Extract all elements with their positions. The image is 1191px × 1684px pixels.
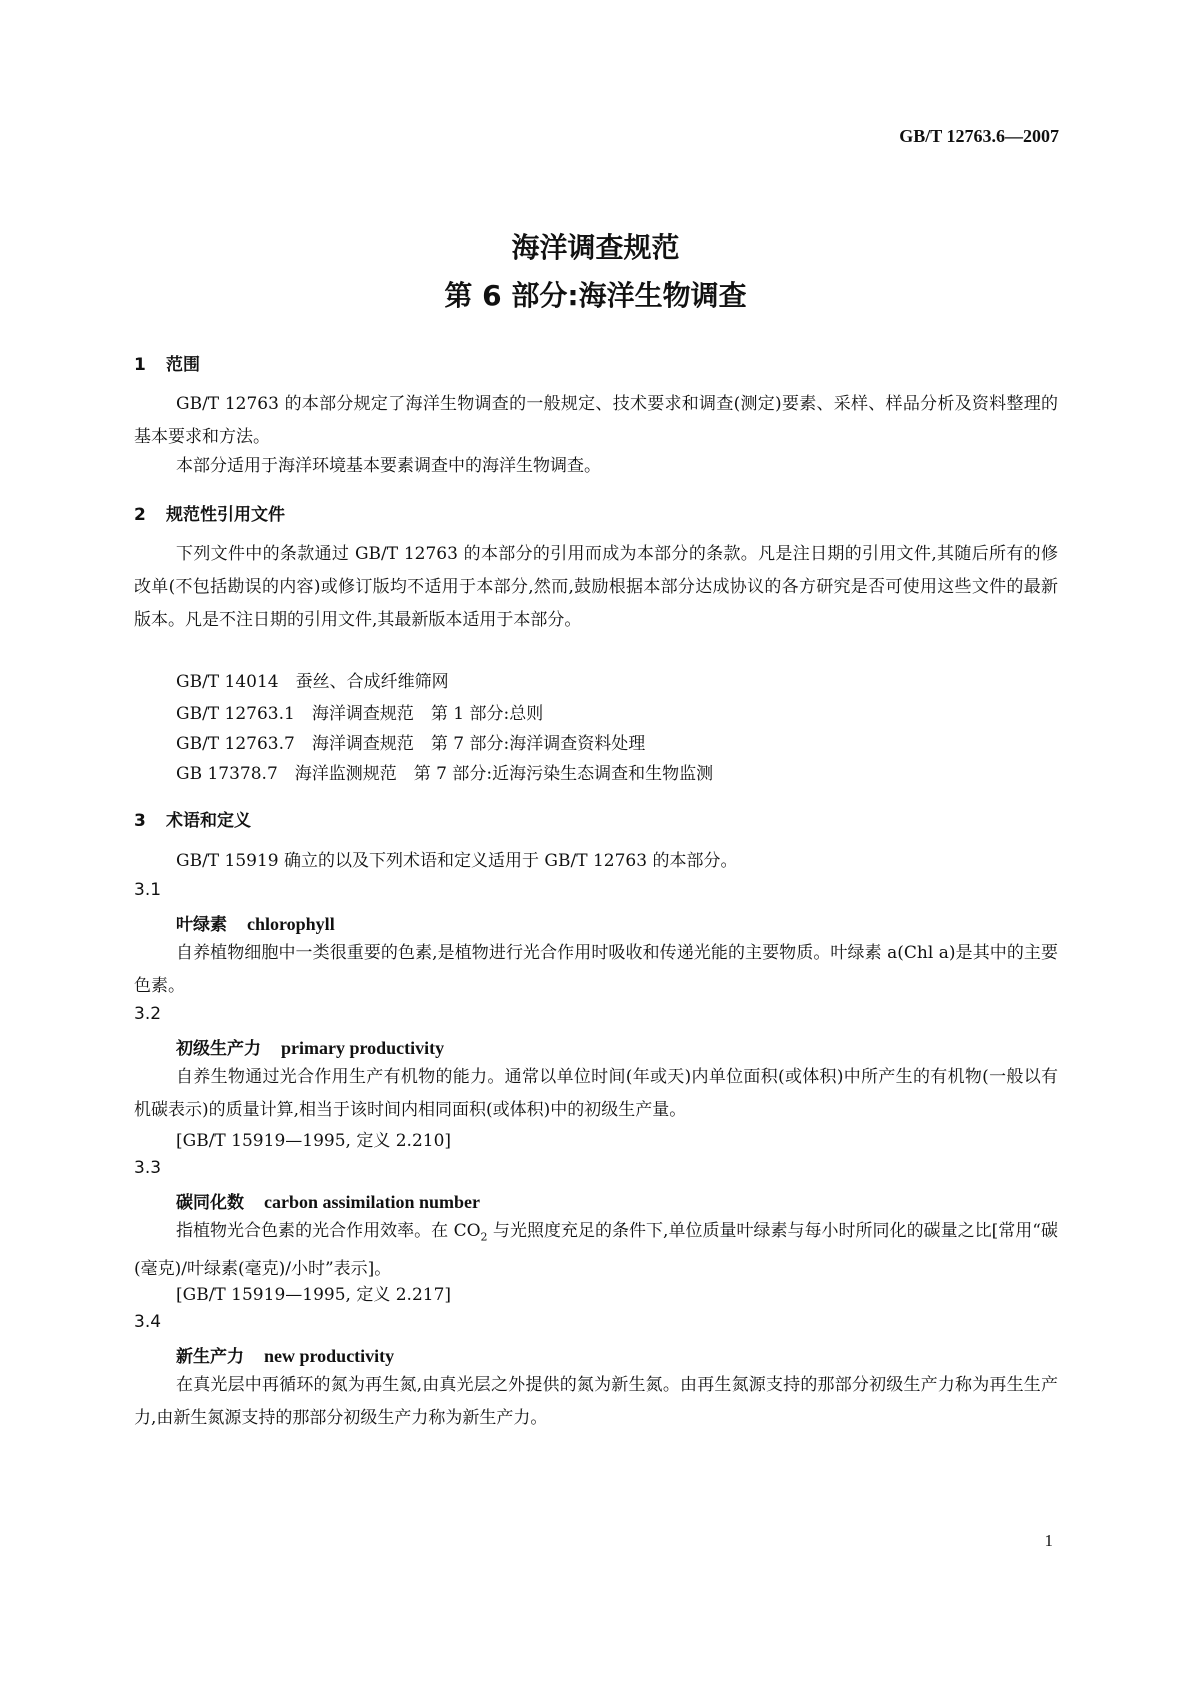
term-number: 3.3 — [134, 1158, 162, 1178]
term-english: chlorophyll — [247, 914, 335, 934]
standard-number: GB/T 12763.6—2007 — [899, 126, 1059, 146]
term-number: 3.4 — [134, 1312, 162, 1332]
definition-text: 与光照度充足的条件下,单位质量叶绿素与每小时所同化的碳量之比[常用“碳(毫克)/叶绿素(毫克)/小时”表示]。 — [134, 1221, 1058, 1280]
section-title: 范围 — [166, 355, 200, 375]
term-chinese: 初级生产力 — [176, 1039, 261, 1059]
term-chinese: 叶绿素 — [176, 915, 227, 935]
term-number: 3.1 — [134, 880, 162, 900]
term-english: new productivity — [264, 1346, 395, 1366]
term-source: [GB/T 15919—1995, 定义 2.210] — [176, 1131, 452, 1151]
document-title: 海洋调查规范 — [511, 231, 680, 264]
section-title: 术语和定义 — [166, 811, 251, 831]
term-definition: 自养生物通过光合作用生产有机物的能力。通常以单位时间(年或天)内单位面积(或体积)中所产生的有机物(一般以有机碳表示)的质量计算,相当于该时间内相同面积(或体积)中的初级生产量。 — [134, 1067, 1058, 1120]
term-definition: 自养植物细胞中一类很重要的色素,是植物进行光合作用时吸收和传递光能的主要物质。叶绿素 a(Chl a)是其中的主要色素。 — [134, 943, 1058, 996]
term-chinese: 新生产力 — [176, 1347, 244, 1367]
term-entry — [176, 1188, 480, 1213]
section-number: 3 — [134, 811, 146, 831]
reference-item: GB/T 12763.7 海洋调查规范 第 7 部分:海洋调查资料处理 — [176, 734, 646, 754]
reference-item: GB/T 14014 蚕丝、合成纤维筛网 — [176, 672, 449, 692]
term-definition: 在真光层中再循环的氮为再生氮,由真光层之外提供的氮为新生氮。由再生氮源支持的那部分初级生产力称为再生生产力,由新生氮源支持的那部分初级生产力称为新生产力。 — [134, 1375, 1058, 1428]
reference-item: GB 17378.7 海洋监测规范 第 7 部分:近海污染生态调查和生物监测 — [176, 764, 714, 784]
term-entry — [176, 910, 335, 935]
term-source: [GB/T 15919—1995, 定义 2.217] — [176, 1285, 452, 1305]
document-subtitle: 第 6 部分:海洋生物调查 — [444, 279, 747, 312]
term-entry — [176, 1342, 394, 1367]
section-heading-normative-references — [134, 500, 285, 525]
scope-paragraph: GB/T 12763 的本部分规定了海洋生物调查的一般规定、技术要求和调查(测定)要素、采样、样品分析及资料整理的基本要求和方法。 — [134, 394, 1058, 447]
section-heading-terms-definitions — [134, 806, 251, 831]
term-english: carbon assimilation number — [264, 1192, 481, 1212]
subscript: 2 — [480, 1230, 488, 1244]
reference-item: GB/T 12763.1 海洋调查规范 第 1 部分:总则 — [176, 704, 544, 724]
term-number: 3.2 — [134, 1004, 162, 1024]
term-english: primary productivity — [281, 1038, 445, 1058]
scope-paragraph-applicability: 本部分适用于海洋环境基本要素调查中的海洋生物调查。 — [176, 456, 601, 476]
term-definition — [134, 1215, 1058, 1286]
section-heading-scope — [134, 350, 200, 375]
references-paragraph: 下列文件中的条款通过 GB/T 12763 的本部分的引用而成为本部分的条款。凡是注日期的引用文件,其随后所有的修改单(不包括勘误的内容)或修订版均不适用于本部分,然而,鼓励根据本部分达成协议的各方研究是否可使用这些文件的最新版本。凡是不注日期的引用文件,其最新版本适用于本部分。 — [134, 544, 1058, 630]
term-chinese: 碳同化数 — [176, 1193, 244, 1213]
section-number: 1 — [134, 355, 146, 375]
section-number: 2 — [134, 505, 146, 525]
section-title: 规范性引用文件 — [166, 505, 285, 525]
terms-intro-paragraph: GB/T 15919 确立的以及下列术语和定义适用于 GB/T 12763 的本部分。 — [176, 851, 738, 871]
term-entry — [176, 1034, 444, 1059]
definition-text: 指植物光合色素的光合作用效率。在 CO — [176, 1221, 481, 1241]
page-number: 1 — [1044, 1531, 1053, 1550]
